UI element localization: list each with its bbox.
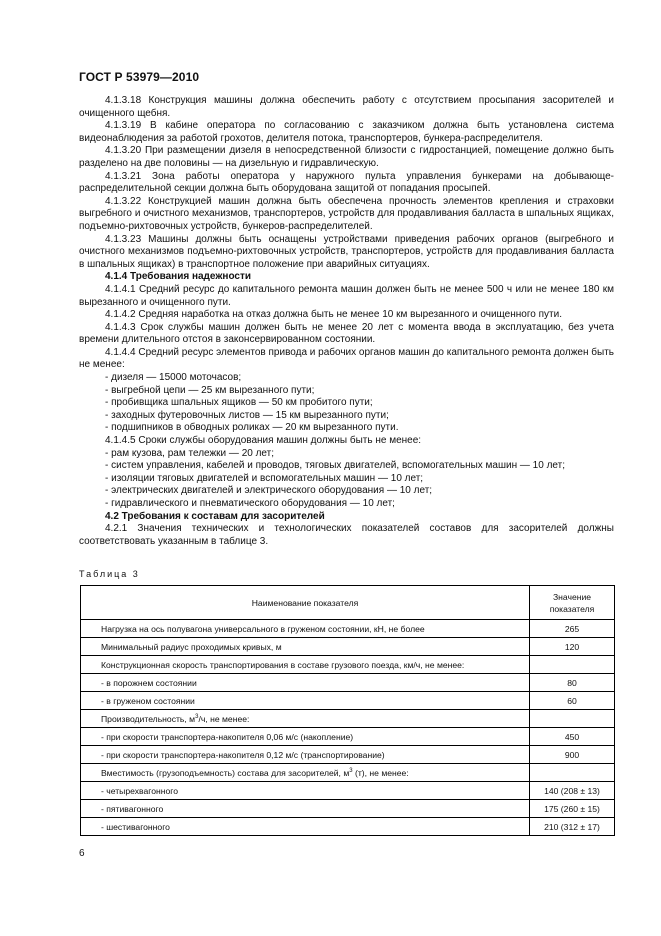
row-value: 210 (312 ± 17) [530,818,615,836]
section-heading-4-2: 4.2 Требования к составам для засорителей [105,510,325,522]
table-row [81,728,615,746]
superscript: 3 [195,713,199,720]
table-row [81,674,615,692]
clause-4-1-3-19: 4.1.3.19 В кабине оператора по согласованию с заказчиком должна быть установлена система видеонаблюдения за работой грохотов, делителя потока, транспортеров, бункера-распределителя. [79,120,614,144]
row-name-text: (т), не менее: [352,767,409,778]
row-name: - при скорости транспортера-накопителя 0,06 м/с (накопление) [81,728,530,746]
row-name: - при скорости транспортера-накопителя 0,12 м/с (транспортирование) [81,746,530,764]
row-value: 450 [530,728,615,746]
table-header-row [81,586,615,620]
row-name: Конструкционная скорость транспортирования в составе грузового поезда, км/ч, не менее: [81,656,530,674]
row-name-text: /ч, не менее: [198,713,250,724]
list-item: - гидравлического и пневматического оборудования — 10 лет; [105,498,395,509]
row-name: - в груженом состоянии [81,692,530,710]
superscript: 3 [349,767,353,774]
list-item: - дизеля — 15000 моточасов; [105,372,242,384]
clause-4-1-4-5: 4.1.4.5 Сроки службы оборудования машин должны быть не менее: [105,435,422,447]
list-item: - изоляции тяговых двигателей и вспомогательных машин — 10 лет; [105,472,424,484]
list-item: - электрических двигателей и электрического оборудования — 10 лет; [105,485,433,497]
table-row [81,746,615,764]
row-name: - пятивагонного [81,800,530,818]
row-name [81,764,530,782]
clause-4-1-3-18: 4.1.3.18 Конструкция машины должна обеспечить работу с отсутствием просыпания засорителей и очищенного щебня. [79,95,614,119]
clause-4-1-3-20: 4.1.3.20 При размещении дизеля в непосредственной близости с гидростанцией, помещение должно быть разделено на две половины — на дизельную и гидравлическую. [79,145,614,169]
clause-4-1-3-23: 4.1.3.23 Машины должны быть оснащены устройствами приведения рабочих органов (выгребного и очистного механизмов подъемно-рихтовочных устройств, транспортеров, устройств для продавливания балласта в шпальных ящиках) в транспортное положение при аварийных ситуациях. [79,233,614,270]
row-value [530,764,615,782]
row-value [530,656,615,674]
page-number: 6 [79,848,85,859]
document-header: ГОСТ Р 53979—2010 [79,70,200,84]
table-row [81,818,615,836]
row-name: - четырехвагонного [81,782,530,800]
row-name: - в порожнем состоянии [81,674,530,692]
list-item: - подшипников в обводных роликах — 20 км вырезанного пути. [105,422,399,434]
table-row [81,710,615,728]
table-row [81,620,615,638]
row-name [81,710,530,728]
row-name-text: Вместимость (грузоподъемность) состава для засорителей, м [101,767,350,778]
row-value [530,710,615,728]
document-body [79,95,614,548]
section-heading-4-1-4: 4.1.4 Требования надежности [105,271,252,283]
list-item: - пробивщика шпальных ящиков — 50 км пробитого пути; [105,397,373,409]
clause-4-1-3-22: 4.1.3.22 Конструкцией машин должна быть обеспечена прочность элементов крепления и страховки выгребного и очистного механизмов, транспортеров, устройств для продавливания балласта в шпальных ящиках, подъемно-рихтовочных устройств, бункеров-распределителей. [79,195,614,232]
row-value: 80 [530,674,615,692]
row-value: 265 [530,620,615,638]
clause-4-1-4-2: 4.1.4.2 Средняя наработка на отказ должна быть не менее 10 км вырезанного и очищенного пути. [105,309,562,321]
row-value: 60 [530,692,615,710]
row-value: 120 [530,638,615,656]
clause-4-2-1: 4.2.1 Значения технических и технологических показателей составов для засорителей должны соответствовать указанным в таблице 3. [79,523,614,547]
row-value: 175 (260 ± 15) [530,800,615,818]
table-row [81,800,615,818]
table-row [81,656,615,674]
row-name: Нагрузка на ось полувагона универсального в груженом состоянии, кН, не более [81,620,530,638]
list-item: - рам кузова, рам тележки — 20 лет; [105,447,275,459]
clause-4-1-4-3: 4.1.4.3 Срок службы машин должен быть не менее 20 лет с момента ввода в эксплуатацию, без учета времени длительного отстоя в законсервированном состоянии. [79,321,614,346]
list-item: - систем управления, кабелей и проводов, тяговых двигателей, вспомогательных машин — 10 лет; [105,460,566,472]
clause-4-1-4-1: 4.1.4.1 Средний ресурс до капитального ремонта машин должен быть не менее 500 ч или не менее 180 км вырезанного и очищенного пути. [79,283,614,308]
table-row [81,782,615,800]
column-header-value: Значение показателя [530,586,615,620]
table-3 [80,585,615,836]
row-value: 140 (208 ± 13) [530,782,615,800]
row-name: Минимальный радиус проходимых кривых, м [81,638,530,656]
table-row [81,692,615,710]
clause-4-1-3-21: 4.1.3.21 Зона работы оператора у наружного пульта управления бункерами на добывающе-распределительной секции должна быть оборудована защитой от попадания просыпей. [79,170,614,195]
row-value: 900 [530,746,615,764]
table-caption: Таблица 3 [79,569,140,579]
table-row [81,638,615,656]
table-row [81,764,615,782]
row-name-text: Производительность, м [101,713,196,724]
list-item: - заходных футеровочных листов — 15 км вырезанного пути; [105,409,389,421]
row-name: - шестивагонного [81,818,530,836]
column-header-name: Наименование показателя [81,586,530,620]
list-item: - выгребной цепи — 25 км вырезанного пути; [105,384,315,396]
clause-4-1-4-4: 4.1.4.4 Средний ресурс элементов привода и рабочих органов машин до капитального ремонта должен быть не менее: [79,346,614,371]
